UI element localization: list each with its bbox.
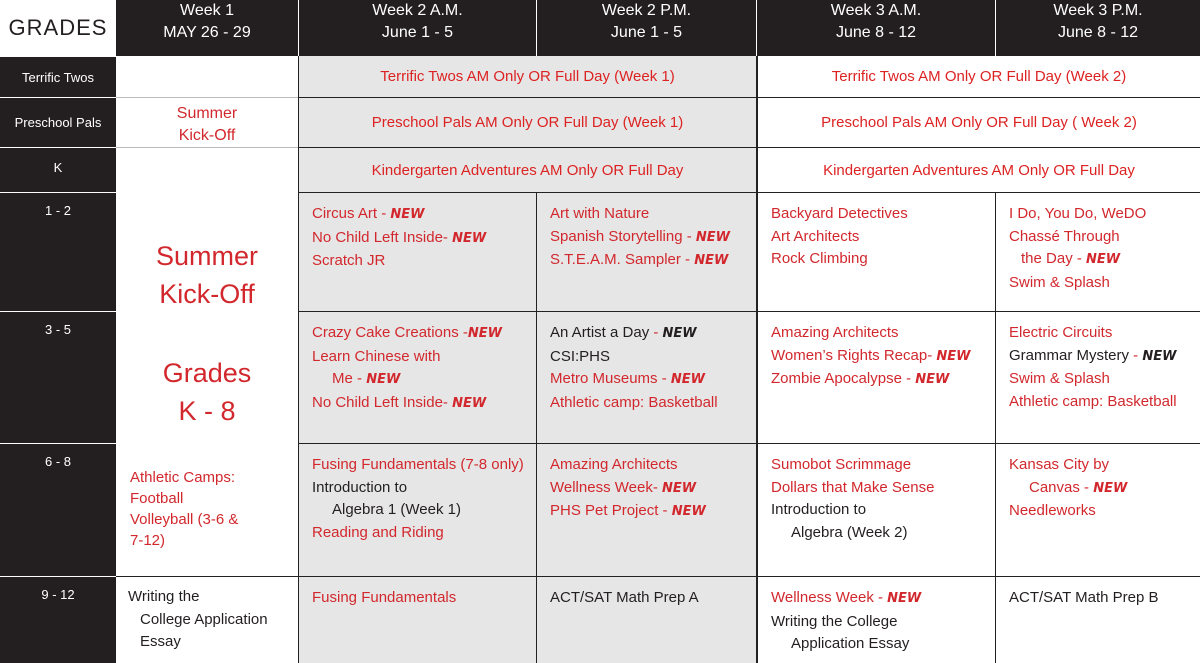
pals-week2-span — [298, 97, 756, 147]
course-item — [312, 250, 530, 273]
row-label-text: Preschool Pals — [14, 115, 102, 130]
kickoff-big-line: Summer — [155, 241, 258, 271]
course-title: Chassé Through — [1009, 227, 1120, 245]
course-item — [771, 248, 989, 271]
course-separator: - — [442, 228, 453, 246]
week1-twos-empty — [116, 56, 298, 97]
course-item — [312, 392, 530, 416]
row-label-1-2 — [0, 192, 116, 311]
course-separator: - — [357, 370, 367, 387]
course-separator: - — [381, 205, 391, 222]
row-label-9-12 — [0, 576, 116, 663]
row-label-text: 3 - 5 — [44, 322, 71, 337]
new-badge: NEW — [390, 207, 425, 222]
row-label-text: K — [53, 160, 63, 175]
row-label-6-8 — [0, 443, 116, 576]
new-badge: NEW — [915, 372, 950, 387]
course-item — [1009, 248, 1194, 272]
cell-6-8-week2am — [298, 443, 536, 576]
course-separator: - — [878, 589, 888, 606]
course-title: ACT/SAT Math Prep A — [550, 589, 699, 606]
course-title: Kansas City by — [1009, 456, 1110, 473]
cell-3-5-week3pm — [995, 311, 1200, 443]
course-item — [771, 345, 989, 369]
course-title: An Artist a Day — [550, 324, 654, 341]
course-title: Wellness Week — [771, 589, 878, 606]
course-item — [1009, 454, 1194, 477]
course-item — [1009, 477, 1194, 501]
row-label-k — [0, 147, 116, 192]
week3am-dates: June 8 - 12 — [835, 24, 917, 41]
cell-3-5-week3am — [756, 311, 995, 443]
week1-dates: MAY 26 - 29 — [163, 24, 251, 41]
week3am-title: Week 3 A.M. — [830, 2, 922, 19]
new-badge: NEW — [452, 395, 487, 411]
course-title: Backyard Detectives — [771, 205, 908, 222]
course-item — [771, 477, 989, 500]
cell-9-12-week2pm — [536, 576, 756, 663]
course-item — [1009, 226, 1194, 249]
course-title: Scratch JR — [312, 252, 386, 269]
course-title: Zombie Apocalypse — [771, 370, 907, 387]
grades-big-line: K - 8 — [178, 396, 236, 426]
course-title: Fusing Fundamentals — [312, 589, 457, 606]
course-item — [771, 633, 989, 656]
week2am-header — [298, 0, 536, 56]
course-title: the Day — [1021, 250, 1077, 267]
cell-3-5-week2pm — [536, 311, 756, 443]
kickoff-line: Kick-Off — [178, 127, 236, 144]
new-badge: NEW — [694, 253, 729, 268]
course-title: Swim & Splash — [1009, 370, 1110, 387]
course-item — [1009, 203, 1194, 226]
course-item — [1009, 391, 1194, 414]
cell-9-12-week3pm — [995, 576, 1200, 663]
course-item — [771, 368, 989, 392]
span-text: Terrific Twos AM Only OR Full Day (Week 1) — [380, 68, 675, 85]
week3pm-title: Week 3 P.M. — [1053, 2, 1143, 19]
week3pm-header — [995, 0, 1200, 56]
course-item — [550, 454, 750, 477]
course-separator: - — [653, 324, 663, 341]
course-title: Me — [332, 370, 358, 387]
week2am-title: Week 2 A.M. — [372, 2, 463, 19]
cell-6-8-week3am — [756, 443, 995, 576]
course-title: Sumobot Scrimmage — [771, 456, 912, 473]
cell-1-2-week3pm — [995, 192, 1200, 311]
new-badge: NEW — [670, 372, 705, 387]
course-title: PHS Pet Project — [550, 502, 663, 519]
course-title: Circus Art — [312, 205, 382, 222]
course-item — [312, 477, 530, 500]
grades-big-line: Grades — [162, 358, 252, 388]
course-item — [550, 368, 750, 392]
new-badge: NEW — [887, 591, 922, 606]
row-label-text: 9 - 12 — [41, 587, 75, 602]
course-item — [771, 499, 989, 522]
span-text: Preschool Pals AM Only OR Full Day ( Week 2) — [821, 114, 1137, 131]
course-title: No Child Left Inside — [312, 228, 443, 246]
kickoff-line: Summer — [176, 105, 238, 122]
new-badge: NEW — [662, 326, 697, 341]
course-item — [550, 322, 750, 346]
week1-title: Week 1 — [180, 2, 234, 19]
week2pm-dates: June 1 - 5 — [610, 24, 683, 41]
new-badge: NEW — [1093, 480, 1128, 496]
course-item — [771, 587, 989, 611]
cell-1-2-week3am — [756, 192, 995, 311]
cell-1-2-week2pm — [536, 192, 756, 311]
course-title: Reading and Riding — [312, 523, 444, 541]
course-title: No Child Left Inside — [312, 393, 443, 411]
course-title: Wellness Week — [550, 478, 653, 496]
course-item — [550, 500, 750, 524]
athletic-line: 7-12) — [130, 532, 166, 549]
new-badge: NEW — [467, 326, 502, 341]
course-separator: - — [685, 251, 695, 268]
course-item — [1009, 587, 1194, 610]
course-title: Rock Climbing — [771, 250, 868, 267]
twos-week2-span — [298, 56, 756, 97]
course-item — [771, 203, 989, 226]
cell-6-8-week2pm — [536, 443, 756, 576]
course-separator: - — [1076, 250, 1087, 267]
span-text: Kindergarten Adventures AM Only OR Full Day — [823, 161, 1135, 179]
new-badge: NEW — [695, 229, 731, 245]
course-item — [312, 499, 530, 522]
course-item — [550, 477, 750, 501]
row-label-3-5 — [0, 311, 116, 443]
span-text: Kindergarten Adventures AM Only OR Full Day — [371, 161, 684, 179]
summer-kickoff-title — [116, 237, 298, 313]
course-title: Application Essay — [791, 635, 910, 652]
new-badge: NEW — [1086, 252, 1121, 267]
course-title: Amazing Architects — [771, 324, 899, 341]
course-separator: - — [662, 502, 672, 519]
course-item — [1009, 322, 1194, 345]
course-item — [550, 226, 750, 250]
cell-6-8-week3pm — [995, 443, 1200, 576]
course-title: S.T.E.A.M. Sampler — [550, 251, 686, 268]
course-item — [550, 249, 750, 273]
course-title: CSI:PHS — [550, 347, 611, 365]
new-badge: NEW — [366, 372, 401, 387]
course-title: I Do, You Do, WeDO — [1009, 205, 1147, 222]
grades-label: GRADES — [8, 15, 108, 40]
course-item — [312, 368, 530, 392]
week3am-header — [756, 0, 995, 56]
course-item — [550, 346, 750, 369]
course-item — [771, 454, 989, 477]
course-title: Algebra 1 (Week 1) — [332, 501, 461, 518]
k-week3-span — [756, 147, 1200, 192]
course-item — [771, 522, 989, 545]
course-item — [312, 587, 530, 610]
course-item — [771, 226, 989, 249]
course-item — [550, 392, 750, 415]
course-item — [771, 322, 989, 345]
new-badge: NEW — [936, 348, 971, 364]
new-badge: NEW — [452, 230, 487, 246]
span-text: Terrific Twos AM Only OR Full Day (Week 2) — [831, 68, 1127, 85]
course-title: Swim & Splash — [1009, 273, 1110, 291]
week1-writing-essay — [116, 576, 298, 663]
course-title: Electric Circuits — [1009, 324, 1113, 341]
course-title: Athletic camp: Basketball — [550, 393, 718, 411]
cell-9-12-week3am — [756, 576, 995, 663]
row-label-text: 1 - 2 — [44, 203, 71, 218]
writing-line: Writing the — [128, 588, 200, 605]
course-item — [312, 346, 530, 369]
course-title: Women’s Rights Recap — [771, 346, 928, 364]
athletic-line: Football — [130, 490, 184, 507]
course-title: Dollars that Make Sense — [771, 478, 935, 496]
athletic-line: Athletic Camps: — [130, 469, 236, 486]
course-item — [1009, 272, 1194, 295]
cell-9-12-week2am — [298, 576, 536, 663]
k-week2-span — [298, 147, 756, 192]
course-title: Art Architects — [771, 227, 860, 245]
kickoff-big-line: Kick-Off — [159, 279, 255, 309]
course-item — [312, 203, 530, 227]
course-title: Algebra (Week 2) — [791, 523, 908, 541]
twos-week3-span — [756, 56, 1200, 97]
course-title: ACT/SAT Math Prep B — [1009, 589, 1159, 606]
course-title: Writing the College — [771, 612, 898, 630]
new-badge: NEW — [1142, 348, 1177, 364]
athletic-line: Volleyball (3-6 & — [130, 511, 239, 528]
row-label-text: 6 - 8 — [44, 454, 71, 469]
course-title: Introduction to — [771, 501, 867, 518]
week2pm-header — [536, 0, 756, 56]
course-item — [312, 322, 530, 346]
span-text: Preschool Pals AM Only OR Full Day (Week 1) — [371, 114, 684, 131]
course-separator: - — [1133, 346, 1143, 364]
course-title: Fusing Fundamentals (7-8 only) — [312, 456, 524, 473]
writing-line: Essay — [140, 633, 181, 650]
course-title: Athletic camp: Basketball — [1009, 392, 1177, 410]
week1-summer-kickoff-small — [116, 97, 298, 147]
course-separator: - — [1084, 478, 1094, 496]
course-title: Canvas — [1029, 478, 1085, 496]
cell-3-5-week2am — [298, 311, 536, 443]
course-item — [550, 587, 750, 610]
course-title: Learn Chinese with — [312, 347, 441, 365]
athletic-camps-list — [130, 467, 238, 551]
course-item — [550, 203, 750, 226]
week2am-dates: June 1 - 5 — [381, 24, 454, 41]
course-title: Needleworks — [1009, 502, 1096, 519]
grades-corner-header — [0, 0, 116, 56]
course-separator: - — [661, 370, 671, 387]
course-item — [312, 522, 530, 545]
course-title: Metro Museums — [550, 370, 662, 387]
course-separator: - — [927, 346, 937, 364]
new-badge: NEW — [671, 504, 706, 519]
course-item — [1009, 345, 1194, 369]
row-label-preschool-pals — [0, 97, 116, 147]
course-title: Spanish Storytelling — [550, 227, 687, 245]
pals-week3-span — [756, 97, 1200, 147]
new-badge: NEW — [662, 480, 697, 496]
week3pm-dates: June 8 - 12 — [1057, 24, 1139, 41]
cell-1-2-week2am — [298, 192, 536, 311]
row-label-terrific-twos — [0, 56, 116, 97]
course-title: Introduction to — [312, 478, 408, 496]
writing-line: College Application — [140, 610, 268, 628]
course-title: Crazy Cake Creations — [312, 324, 463, 341]
week2pm-title: Week 2 P.M. — [601, 2, 692, 19]
course-title: Grammar Mystery — [1009, 346, 1134, 364]
course-separator: - — [686, 227, 696, 245]
course-title: Art with Nature — [550, 205, 650, 222]
course-item — [1009, 500, 1194, 523]
course-separator: - — [442, 393, 453, 411]
course-title: Amazing Architects — [550, 456, 678, 473]
row-label-text: Terrific Twos — [22, 69, 94, 85]
course-separator: - — [652, 478, 662, 496]
course-item — [312, 227, 530, 251]
course-separator: - — [906, 370, 916, 387]
course-separator: - — [462, 324, 468, 341]
course-item — [312, 454, 530, 477]
course-item — [771, 611, 989, 634]
week1-summer-kickoff-block — [116, 147, 298, 576]
week1-header — [116, 0, 298, 56]
course-item — [1009, 368, 1194, 391]
grades-k-8-title — [116, 354, 298, 430]
